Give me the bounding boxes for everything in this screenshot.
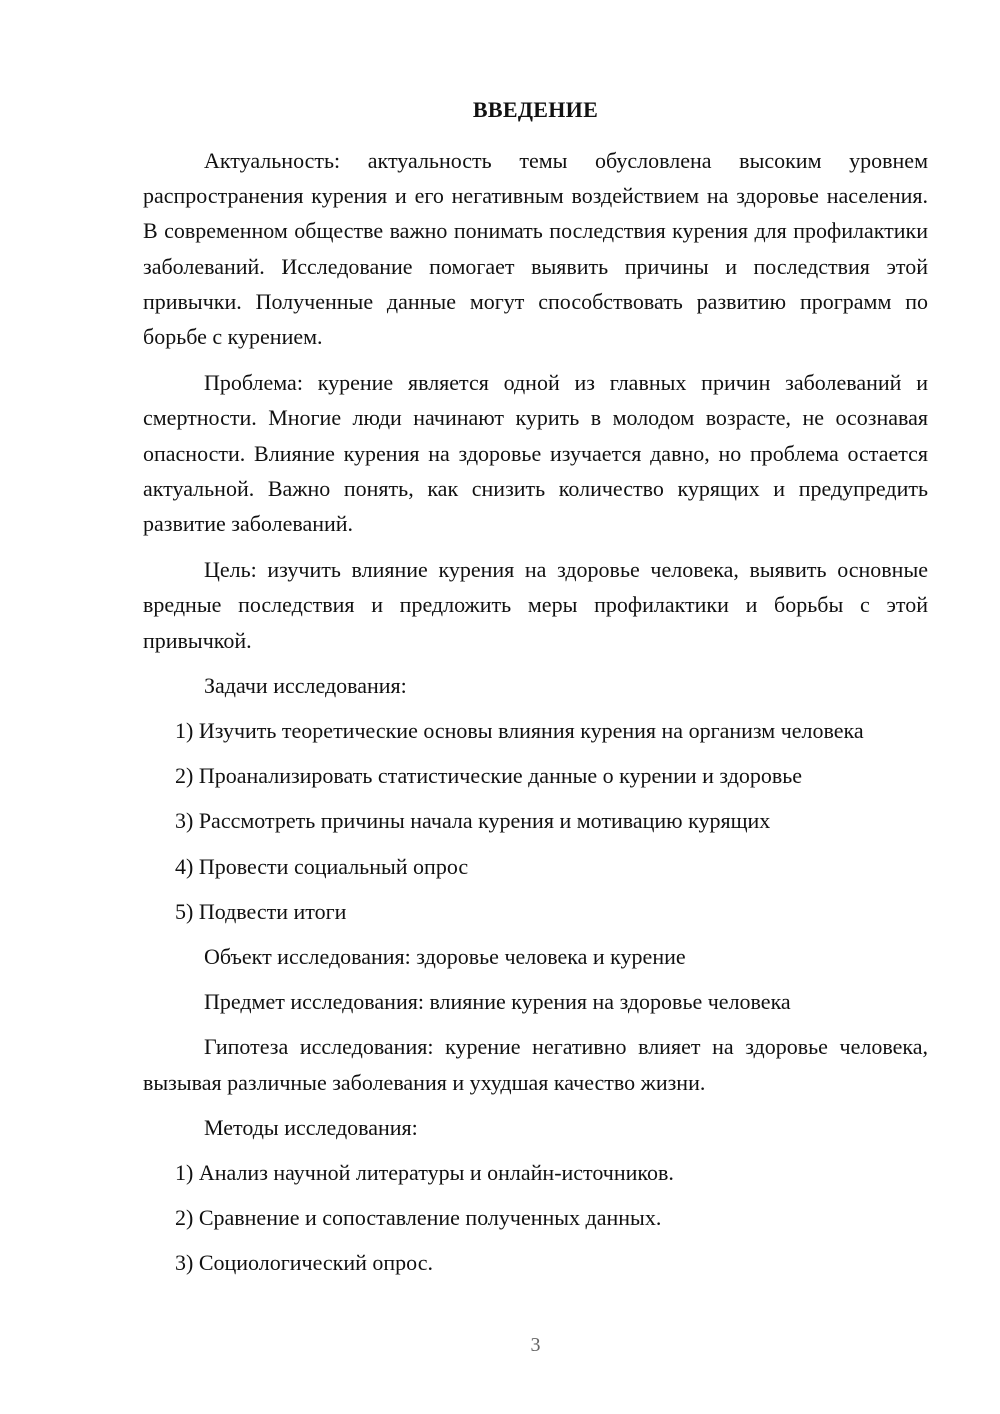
tasks-list bbox=[143, 713, 928, 929]
research-object: Объект исследования: здоровье человека и курение bbox=[204, 944, 686, 970]
tasks-heading: Задачи исследования: bbox=[204, 672, 407, 698]
task-item-2: 2) Проанализировать статистические данные о курении и здоровье bbox=[175, 763, 803, 789]
task-item-1: 1) Изучить теоретические основы влияния курения на организм человека bbox=[175, 718, 864, 744]
research-subject: Предмет исследования: влияние курения на здоровье человека bbox=[204, 989, 791, 1015]
task-item-5: 5) Подвести итоги bbox=[175, 898, 347, 924]
hypothesis-paragraph: Гипотеза исследования: курение негативно влияет на здоровье человека, вызывая различные заболевания и ухудшая качество жизни. bbox=[143, 1034, 928, 1095]
method-item-1: 1) Анализ научной литературы и онлайн-источников. bbox=[175, 1160, 674, 1186]
problem-paragraph: Проблема: курение является одной из главных причин заболеваний и смертности. Многие люди начинают курить в молодом возрасте, не осознавая опасности. Влияние курения на здоровье изучается давно, но проблема остается актуальной. Важно понять, как снизить количество курящих и предупредить развитие заболеваний. bbox=[143, 370, 928, 537]
methods-list bbox=[143, 1155, 928, 1281]
method-item-3: 3) Социологический опрос. bbox=[175, 1250, 433, 1276]
task-item-3: 3) Рассмотреть причины начала курения и мотивацию курящих bbox=[175, 808, 771, 834]
method-item-2: 2) Сравнение и сопоставление полученных данных. bbox=[175, 1205, 662, 1231]
methods-heading: Методы исследования: bbox=[204, 1114, 418, 1140]
page-number: 3 bbox=[530, 1334, 541, 1356]
task-item-4: 4) Провести социальный опрос bbox=[175, 853, 469, 879]
relevance-paragraph: Актуальность: актуальность темы обусловлена высоким уровнем распространения курения и его негативным воздействием на здоровье населения. В современном обществе важно понимать последствия курения для профилактики заболеваний. Исследование помогает выявить причины и последствия этой привычки. Полученные данные могут способствовать развитию программ по борьбе с курением. bbox=[143, 148, 928, 350]
document-body bbox=[143, 143, 928, 1281]
goal-paragraph: Цель: изучить влияние курения на здоровье человека, выявить основные вредные последствия и предложить меры профилактики и борьбы с этой привычкой. bbox=[143, 557, 928, 653]
page-title: ВВЕДЕНИЕ bbox=[472, 97, 599, 122]
